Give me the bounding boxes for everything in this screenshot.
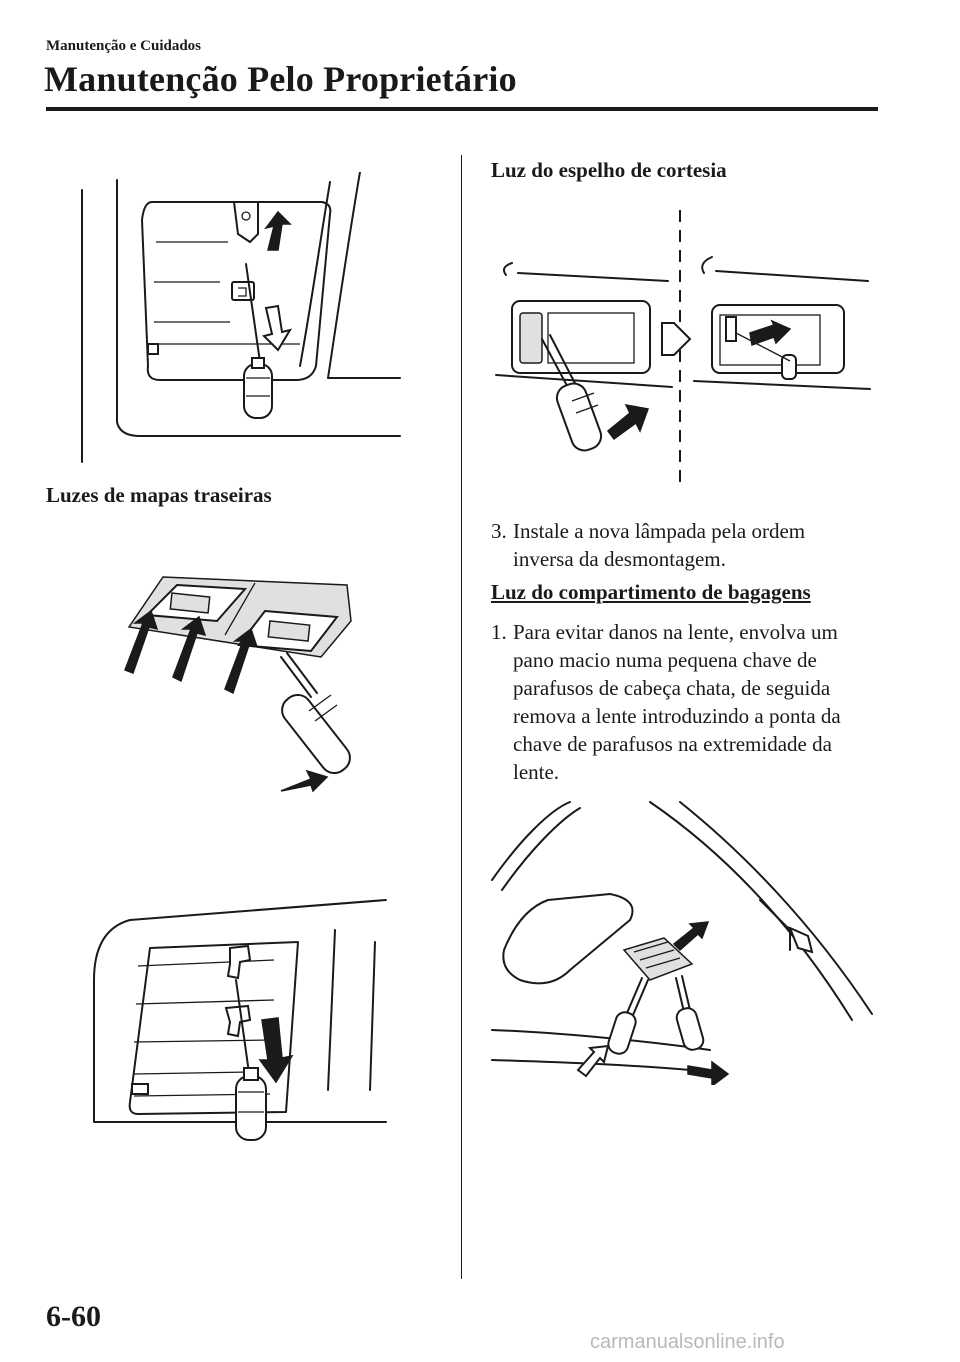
page-number: 6-60 — [46, 1300, 101, 1333]
step-1-item — [491, 618, 881, 786]
vanity-mirror-light-illustration — [490, 205, 880, 490]
heading-vanity-mirror-light: Luz do espelho de cortesia — [491, 158, 727, 182]
caption-rear-map-lights: Luzes de mapas traseiras — [46, 483, 272, 507]
column-divider — [461, 155, 462, 1279]
watermark: carmanualsonline.info — [590, 1331, 785, 1353]
luggage-light-lens-removal-illustration — [490, 800, 875, 1085]
step-3-text: Instale a nova lâmpada pela ordem inversa da desmontagem. — [513, 519, 806, 571]
map-light-bulb-removal-illustration — [60, 172, 410, 472]
heading-luggage-compartment-light: Luz do compartimento de bagagens — [491, 580, 811, 604]
page-title: Manutenção Pelo Proprietário — [44, 59, 517, 99]
section-label: Manutenção e Cuidados — [46, 38, 202, 54]
title-rule — [46, 107, 878, 111]
step-1-text: Para evitar danos na lente, envolva um pano macio numa pequena chave de parafusos de cabeça chata, de seguida remova a lente introduzindo a ponta da chave de parafusos na extremidade da lente. — [513, 620, 841, 784]
step-3-number: 3. — [491, 519, 507, 543]
step-3-item — [491, 517, 881, 573]
bulb-clip-removal-illustration — [90, 890, 390, 1150]
rear-map-lights-lens-removal-illustration — [115, 565, 365, 800]
step-1-number: 1. — [491, 620, 507, 644]
